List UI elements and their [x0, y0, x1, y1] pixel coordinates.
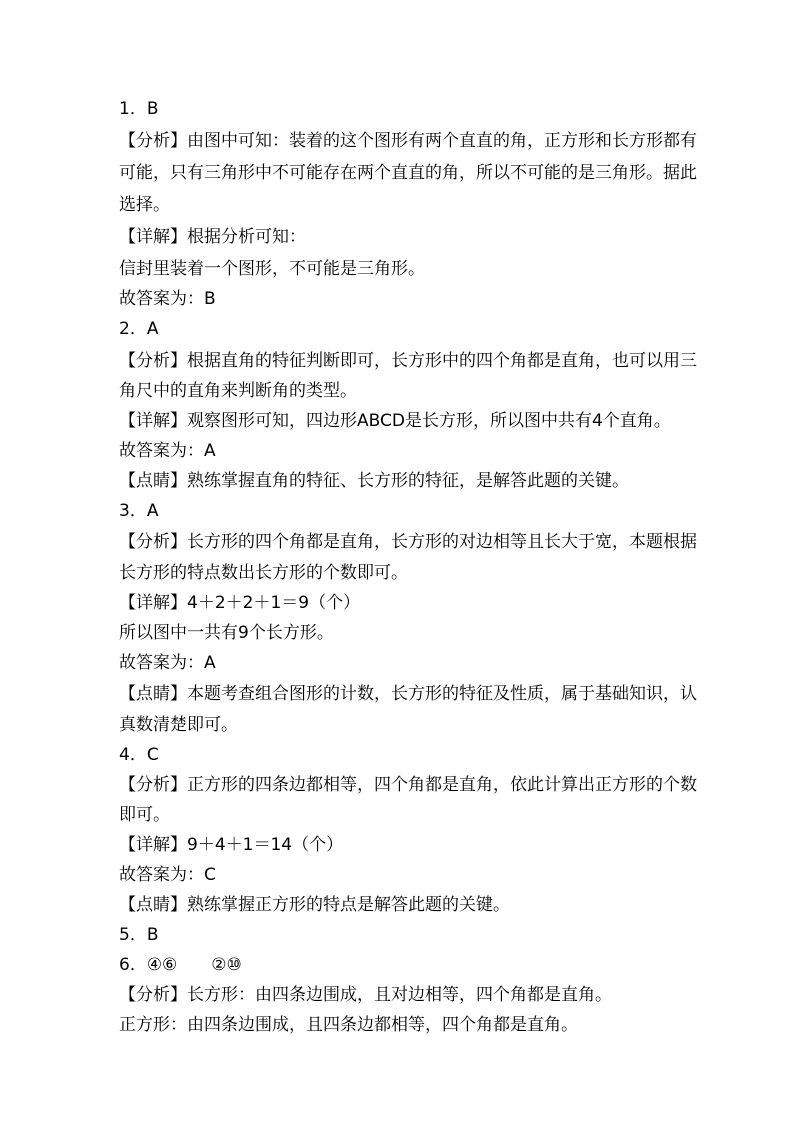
answer-3-analysis-1: 【分析】长方形的四个角都是直角，长方形的对边相等且长大于宽，本题根据 — [119, 532, 697, 552]
answer-3-comment-2: 真数清楚即可。 — [119, 715, 238, 735]
answer-1-detail: 【详解】根据分析可知： — [119, 227, 306, 247]
answer-1-analysis-1: 【分析】由图中可知：装着的这个图形有两个直直的角，正方形和长方形都有 — [119, 131, 697, 151]
answer-3-detail-2: 所以图中一共有9个长方形。 — [119, 623, 334, 643]
answer-4-analysis-1: 【分析】正方形的四条边都相等，四个角都是直角，依此计算出正方形的个数 — [119, 775, 697, 795]
answer-3-comment-1: 【点睛】本题考查组合图形的计数，长方形的特征及性质，属于基础知识，认 — [119, 684, 697, 704]
answer-2-comment: 【点睛】熟练掌握直角的特征、长方形的特征，是解答此题的关键。 — [119, 471, 629, 491]
answer-3-heading: 3．A — [119, 501, 159, 521]
answer-4-result: 故答案为：C — [119, 865, 216, 885]
answer-2-analysis-2: 角尺中的直角来判断角的类型。 — [119, 381, 357, 401]
answer-4-comment: 【点睛】熟练掌握正方形的特点是解答此题的关键。 — [119, 895, 510, 915]
answer-1-detail-2: 信封里装着一个图形，不可能是三角形。 — [119, 259, 425, 279]
answer-3-detail: 【详解】4＋2＋2＋1＝9（个） — [119, 593, 361, 613]
answer-1-analysis-2: 可能，只有三角形中不可能存在两个直直的角，所以不可能的是三角形。据此 — [119, 163, 697, 183]
answer-6-analysis-1: 【分析】长方形：由四条边围成，且对边相等，四个角都是直角。 — [119, 985, 612, 1005]
answer-3-analysis-2: 长方形的特点数出长方形的个数即可。 — [119, 563, 408, 583]
answer-1-result: 故答案为：B — [119, 289, 216, 309]
answer-2-heading: 2．A — [119, 319, 159, 339]
answer-6-heading: 6．④⑥ ②⑩ — [119, 955, 242, 975]
answer-4-detail: 【详解】9＋4＋1＝14（个） — [119, 835, 344, 855]
answer-4-heading: 4．C — [119, 745, 159, 765]
answer-2-result: 故答案为：A — [119, 441, 216, 461]
answer-5-heading: 5．B — [119, 925, 159, 945]
answer-1-analysis-3: 选择。 — [119, 195, 170, 215]
answer-2-detail: 【详解】观察图形可知，四边形ABCD是长方形，所以图中共有4个直角。 — [119, 411, 671, 431]
answer-3-result: 故答案为：A — [119, 653, 216, 673]
answer-6-analysis-2: 正方形：由四条边围成，且四条边都相等，四个角都是直角。 — [119, 1015, 578, 1035]
answer-4-analysis-2: 即可。 — [119, 805, 170, 825]
answer-1-heading: 1．B — [119, 99, 159, 119]
answer-2-analysis-1: 【分析】根据直角的特征判断即可，长方形中的四个角都是直角，也可以用三 — [119, 351, 697, 371]
